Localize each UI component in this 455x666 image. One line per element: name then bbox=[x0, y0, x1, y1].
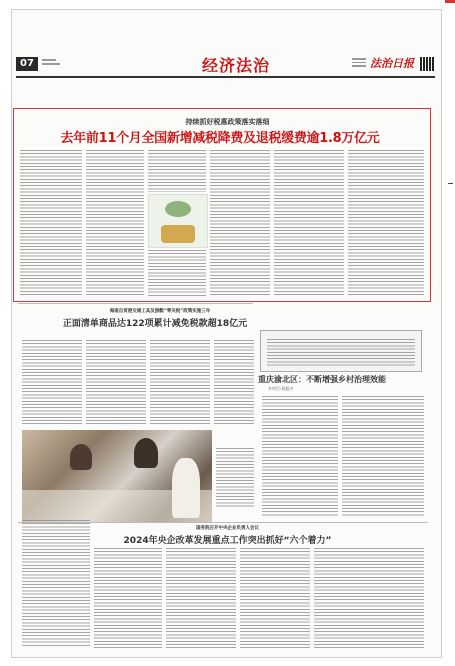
page-number: 07 bbox=[16, 57, 38, 71]
fourth-column-1 bbox=[22, 520, 90, 648]
lead-column-4 bbox=[210, 150, 270, 296]
lead-headline: 去年前11个月全国新增减税降费及退税缓费逾1.8万亿元 bbox=[60, 131, 380, 146]
second-column-3 bbox=[150, 340, 210, 424]
third-column-1 bbox=[262, 396, 338, 516]
lead-column-6 bbox=[348, 150, 424, 296]
lead-column-3 bbox=[148, 150, 206, 192]
section-title: 经济法治 bbox=[202, 56, 271, 75]
fourth-column-4 bbox=[240, 548, 310, 648]
second-headline: 正面清单商品达122项累计减免税款超18亿元 bbox=[62, 319, 248, 329]
lead-column-3b bbox=[148, 250, 206, 296]
fourth-column-3 bbox=[166, 548, 236, 648]
third-headline: 重庆渝北区：不断增强乡村治理效能 bbox=[258, 375, 386, 384]
paper-name-logo: 法治日报 bbox=[370, 57, 414, 70]
top-accent-bar bbox=[445, 0, 455, 3]
lead-column-5 bbox=[274, 150, 344, 296]
fourth-headline: 2024年央企改革发展重点工作突出抓好“六个着力” bbox=[123, 536, 332, 546]
note-box bbox=[260, 330, 422, 372]
qr-code-icon bbox=[420, 57, 434, 71]
margin-tick bbox=[448, 183, 453, 184]
lead-column-1 bbox=[20, 150, 82, 296]
second-kicker: 海南自贸港交通工具及游艇“零关税”政策实施三年 bbox=[109, 309, 211, 314]
fourth-column-5 bbox=[314, 548, 424, 648]
lead-kicker: 持续抓好税惠政策落实落细 bbox=[185, 118, 270, 126]
masthead bbox=[16, 49, 435, 78]
photo-caption-column bbox=[216, 448, 254, 508]
second-column-4 bbox=[214, 340, 254, 424]
fourth-kicker: 国务院召开中央企业负责人会议 bbox=[196, 526, 259, 531]
lead-column-2 bbox=[86, 150, 144, 296]
third-tag: 乡村行·看振兴 bbox=[268, 386, 294, 391]
paper-info bbox=[352, 58, 372, 67]
lead-illustration bbox=[148, 194, 208, 248]
page-date-block bbox=[42, 59, 60, 65]
divider-1 bbox=[18, 303, 253, 304]
third-column-2 bbox=[342, 396, 424, 516]
fourth-column-2 bbox=[94, 548, 162, 648]
second-column-2 bbox=[86, 340, 146, 424]
news-photo bbox=[22, 430, 212, 523]
second-column-1 bbox=[22, 340, 82, 424]
